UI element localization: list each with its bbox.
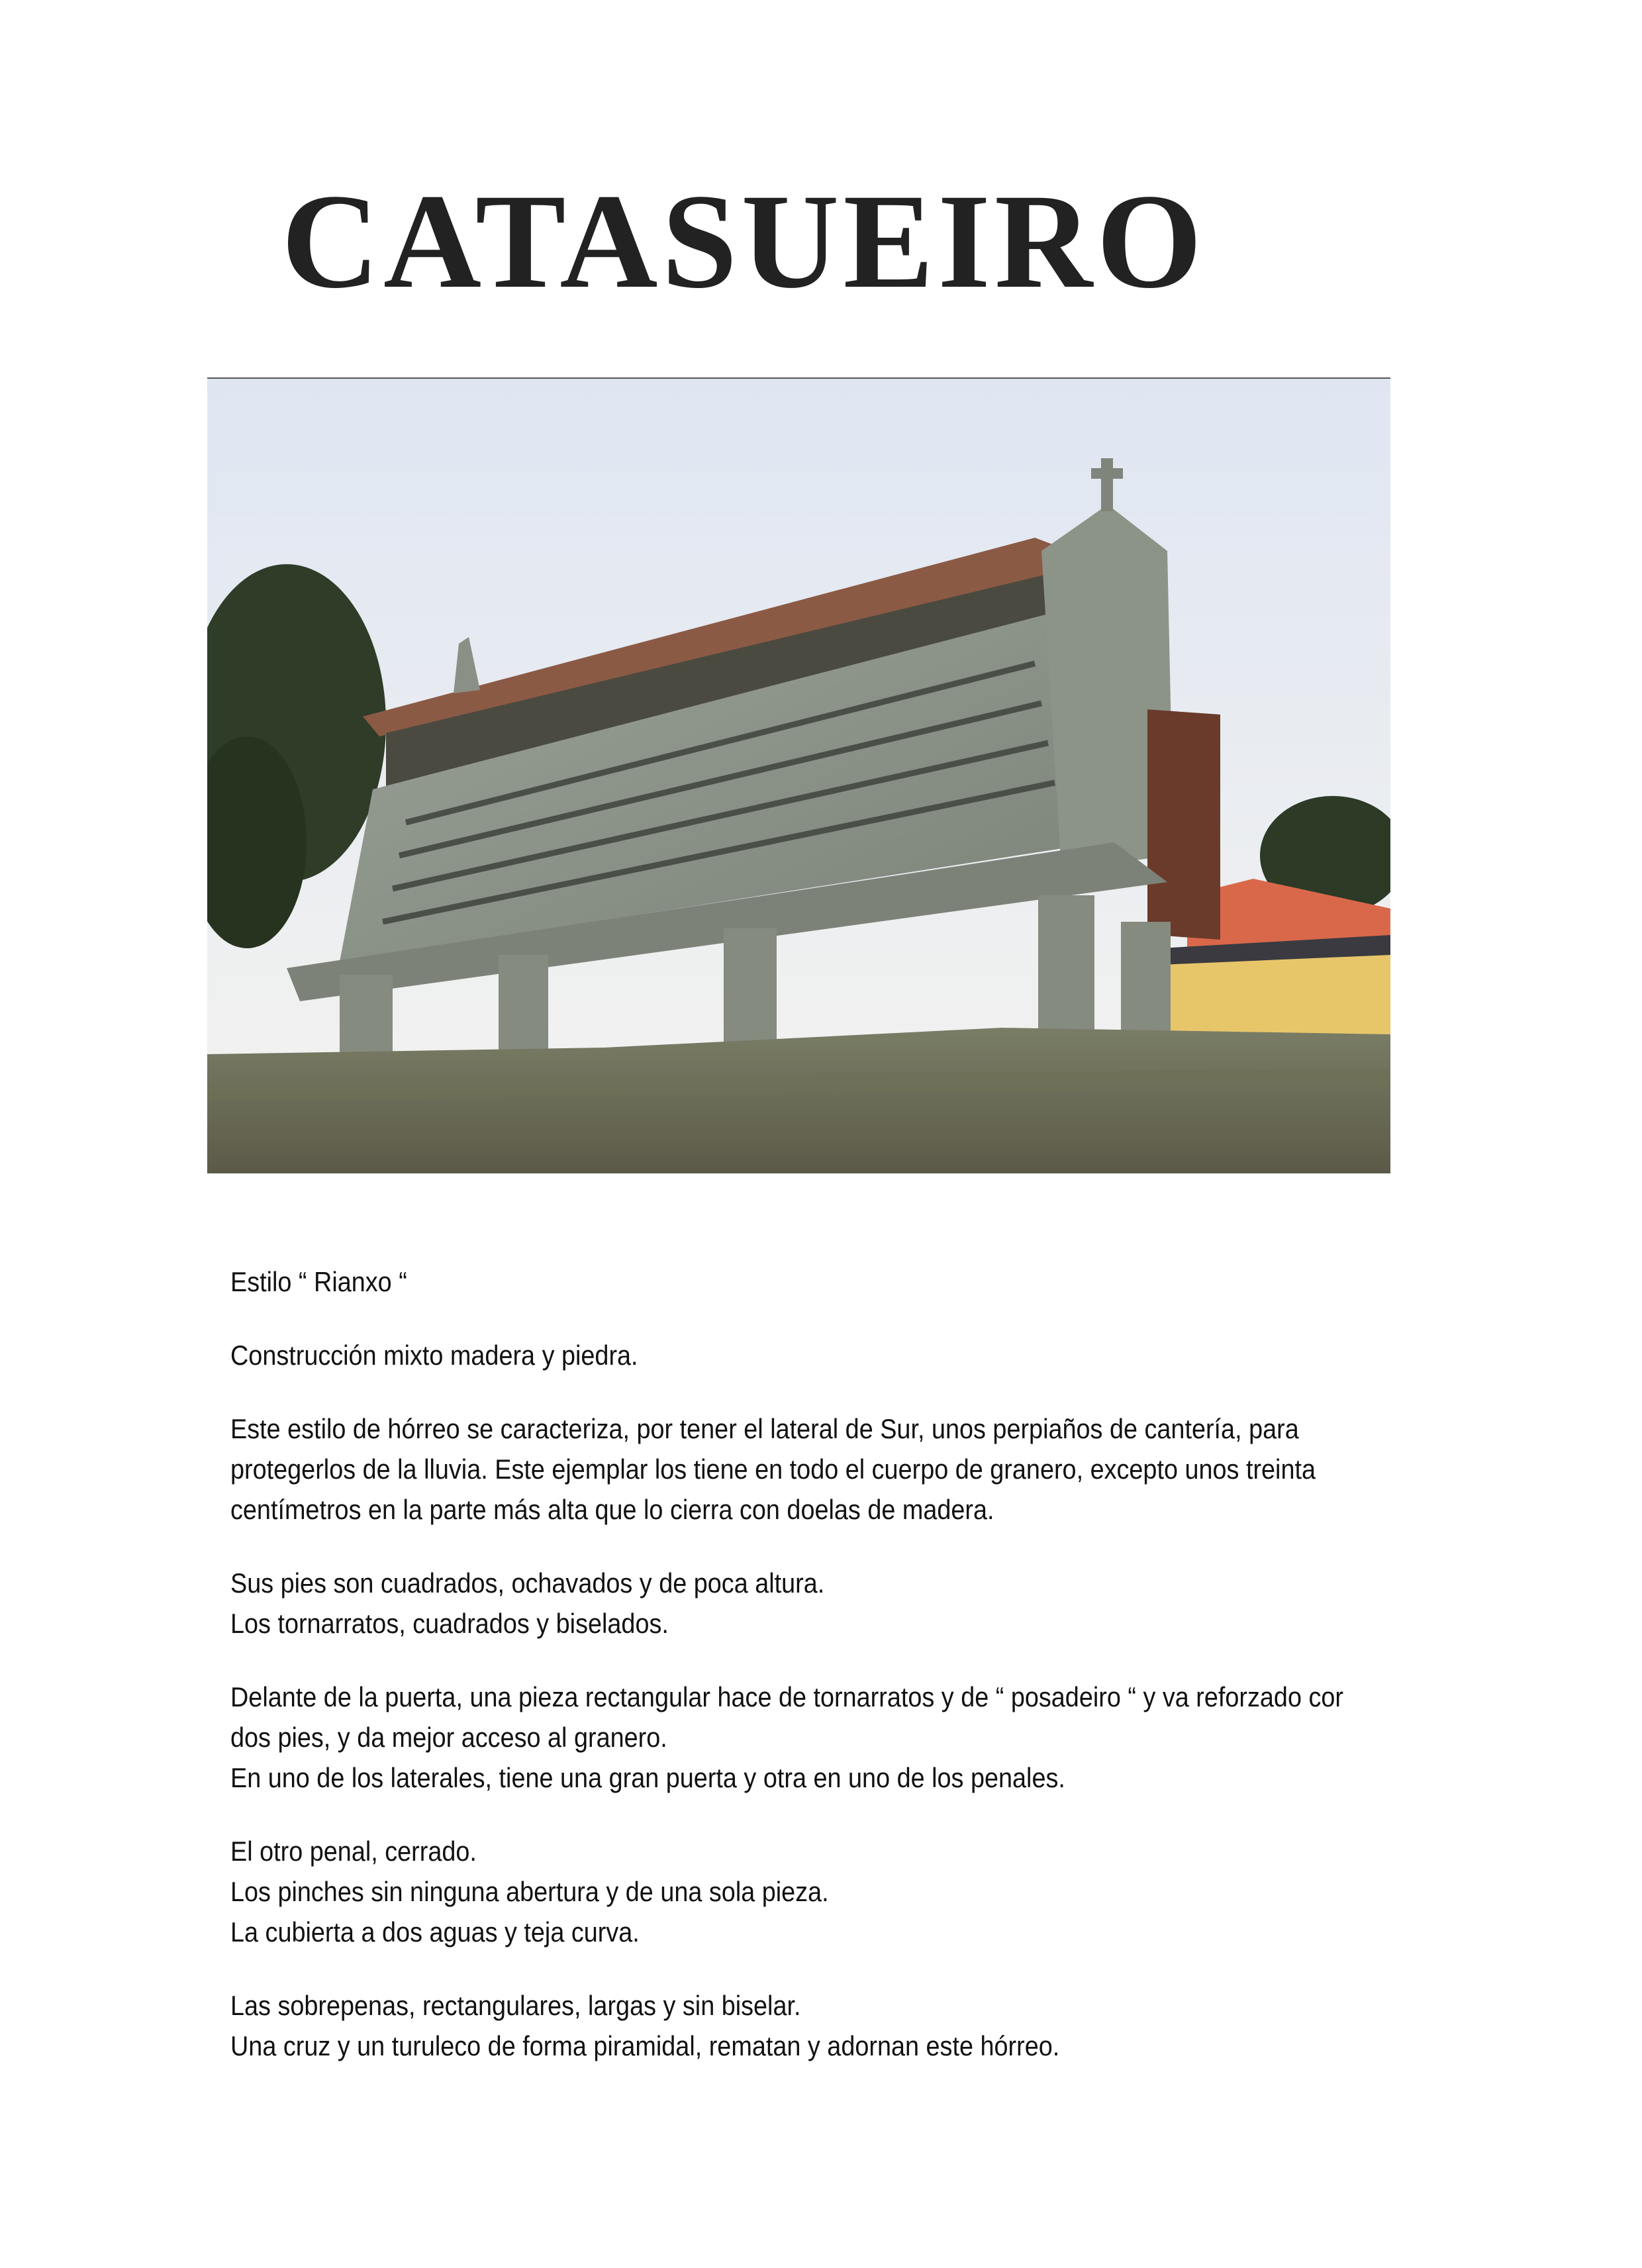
text-line: El otro penal, cerrado. bbox=[230, 1836, 477, 1867]
page-title: CATASUEIRO bbox=[281, 166, 1206, 317]
text-line: protegerlos de la lluvia. Este ejemplar los tiene en todo el cuerpo de granero, excepto unos treinta bbox=[230, 1454, 1316, 1485]
text-line: Este estilo de hórreo se caracteriza, por tener el lateral de Sur, unos perpiaños de cantería, para bbox=[230, 1413, 1299, 1444]
text-line: Sus pies son cuadrados, ochavados y de poca altura. bbox=[230, 1567, 825, 1599]
text-line: En uno de los laterales, tiene una gran puerta y otra en uno de los penales. bbox=[230, 1762, 1065, 1793]
text-line: Estilo “ Rianxo “ bbox=[230, 1266, 407, 1297]
text-line: Delante de la puerta, una pieza rectangular hace de tornarratos y de “ posadeiro “ y va reforzado cor bbox=[230, 1681, 1343, 1712]
text-line: dos pies, y da mejor acceso al granero. bbox=[230, 1722, 667, 1753]
body-text bbox=[230, 1261, 1488, 2066]
photo-horreo bbox=[207, 377, 1390, 1173]
text-line: Construcción mixto madera y piedra. bbox=[230, 1340, 638, 1371]
text-line: Los pinches sin ninguna abertura y de una sola pieza. bbox=[230, 1876, 829, 1907]
text-line: La cubierta a dos aguas y teja curva. bbox=[230, 1916, 640, 1948]
text-line: centímetros en la parte más alta que lo cierra con doelas de madera. bbox=[230, 1494, 994, 1525]
text-line: Una cruz y un turuleco de forma piramidal, rematan y adornan este hórreo. bbox=[230, 2030, 1060, 2061]
text-line: Las sobrepenas, rectangulares, largas y sin biselar. bbox=[230, 1990, 801, 2021]
text-line: Los tornarratos, cuadrados y biselados. bbox=[230, 1608, 669, 1639]
